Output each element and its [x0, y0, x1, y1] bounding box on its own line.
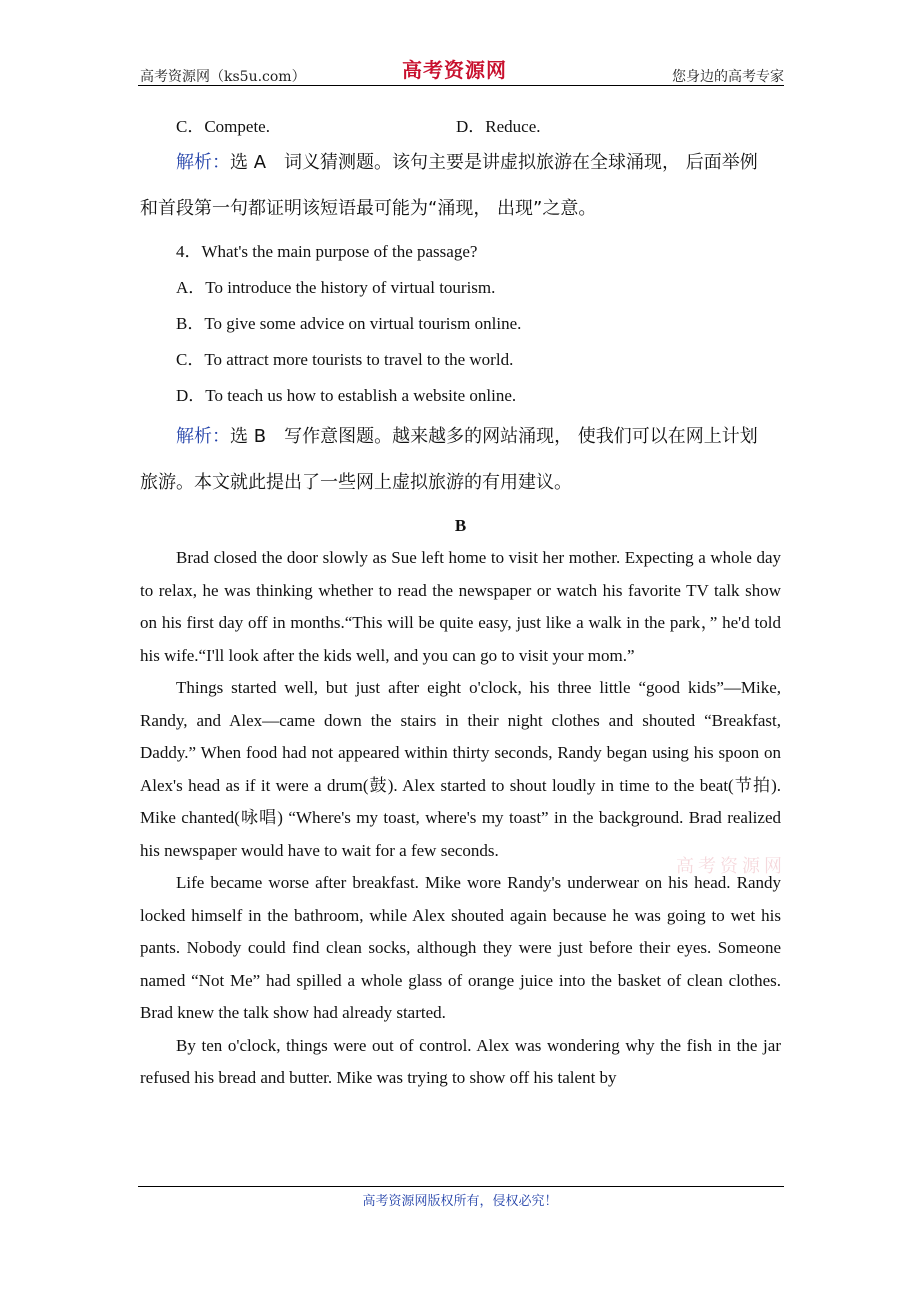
q4-analysis-line-2: 旅游。本文就此提出了一些网上虚拟旅游的有用建议。	[140, 472, 572, 493]
q3-analysis-line-1	[140, 140, 781, 186]
q4-analysis	[140, 414, 781, 506]
q3-analysis-line-2: 和首段第一句都证明该短语最可能为“涌现， 出现”之意。	[140, 198, 597, 219]
q4-option-c: C．To attract more tourists to travel to the world.	[176, 350, 514, 369]
q4-option-b: B．To give some advice on virtual tourism online.	[176, 314, 522, 333]
header-logo[interactable]: 高考资源网	[402, 58, 507, 82]
section-b-title: B	[454, 516, 467, 535]
analysis-label: 解析：	[176, 152, 230, 173]
q4-option-a: A．To introduce the history of virtual tourism.	[176, 278, 496, 297]
question-4	[140, 234, 781, 414]
passage-paragraph-1: Brad closed the door slowly as Sue left home to visit her mother. Expecting a whole day to relax, he was thinking whether to read the newspaper or watch his favorite TV talk show on his first day off in months.“This will be quite easy, just like a walk in the park，” he'd told his wife.“I'll look after the kids well, and you can go to visit your mom.”	[140, 548, 781, 665]
main-content	[140, 110, 781, 1095]
passage-paragraph-2: Things started well, but just after eight o'clock, his three little “good kids”—Mike, Randy, and Alex—came down the stairs in their night clothes and shouted “Breakfast, Daddy.” When food had not appeared within thirty seconds, Randy began using his spoon on Alex's head as if it were a drum(鼓). Alex started to shout loudly in time to the beat(节拍). Mike chanted(咏唱) “Where's my toast, where's my toast” in the background. Brad realized his newspaper would have to wait for a few seconds.	[140, 678, 781, 860]
header-slogan: 您身边的高考专家	[672, 69, 784, 85]
passage-paragraph-4: By ten o'clock, things were out of control. Alex was wondering why the fish in the jar refused his bread and butter. Mike was trying to show off his talent by	[140, 1035, 781, 1087]
header-site-name: 高考资源网（ks5u.com）	[140, 69, 306, 85]
q4-analysis-text-1: 选 B 写作意图题。越来越多的网站涌现， 使我们可以在网上计划	[230, 426, 758, 447]
analysis-label: 解析：	[176, 426, 230, 447]
footer-copyright: 高考资源网版权所有，侵权必究！	[362, 1194, 558, 1209]
passage-paragraph-3: Life became worse after breakfast. Mike wore Randy's underwear on his head. Randy locked himself in the bathroom, while Alex shouted again because he was going to wet his pants. Nobody could find clean socks, although they were just before their eyes. Someone named “Not Me” had spilled a whole glass of orange juice into the basket of clean clothes. Brad knew the talk show had already started.	[140, 873, 781, 1022]
q4-analysis-line-1	[140, 414, 781, 460]
q3-option-d: D．Reduce.	[456, 116, 541, 136]
q3-option-c: C．Compete.	[176, 116, 270, 136]
watermark: 高考资源网	[676, 856, 786, 877]
header-divider	[138, 85, 784, 86]
q3-analysis-text-1: 选 A 词义猜测题。该句主要是讲虚拟旅游在全球涌现， 后面举例	[230, 152, 758, 173]
footer-divider	[138, 1186, 784, 1187]
q3-options-row	[140, 110, 781, 138]
q4-option-d: D．To teach us how to establish a website online.	[176, 386, 517, 405]
q3-analysis	[140, 140, 781, 232]
q4-question: 4．What's the main purpose of the passage?	[176, 242, 478, 261]
